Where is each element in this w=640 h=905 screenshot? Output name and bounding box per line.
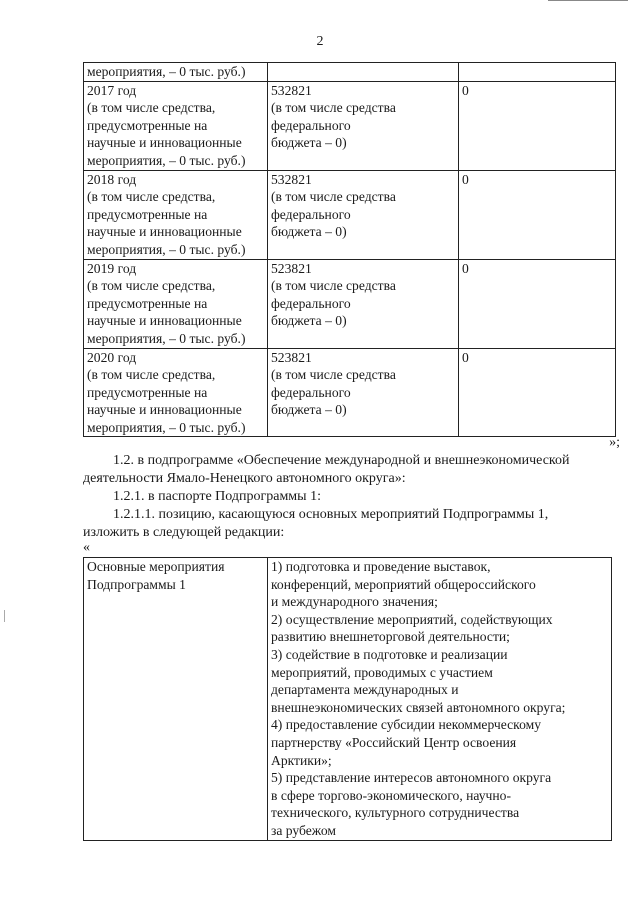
funding-row [84, 170, 616, 259]
cell-line: Подпрограммы 1 [87, 576, 186, 592]
scan-edge-mark [548, 0, 628, 1]
funding-row [84, 259, 616, 348]
cell-line: (в том числе средства [271, 367, 396, 383]
paragraph-line: 1.2.1. в паспорте Подпрограммы 1: [113, 489, 321, 504]
cell-line: мероприятия, – 0 тыс. руб.) [87, 419, 246, 435]
cell-line: (в том числе средства, [87, 278, 216, 294]
funding-cell-c1 [84, 348, 268, 437]
cell-line: (в том числе средства [271, 278, 396, 294]
cell-line: бюджета – 0) [271, 313, 347, 329]
measures-items-cell [268, 558, 612, 841]
cell-line: федерального [271, 117, 351, 133]
cell-line: предусмотренные на [87, 117, 208, 133]
funding-cell-c1 [84, 81, 268, 170]
funding-cell-c2 [268, 348, 459, 437]
cell-line: предусмотренные на [87, 295, 208, 311]
funding-cell-c3 [459, 348, 616, 437]
funding-cell-c1 [84, 63, 268, 82]
cell-line: 4) предоставление субсидии некоммерческому [271, 717, 542, 733]
cell-line: мероприятия, – 0 тыс. руб.) [87, 152, 246, 168]
cell-line: Арктики»; [271, 752, 332, 768]
measures-table [83, 557, 612, 841]
paragraph-line: деятельности Ямало-Ненецкого автономного округа»: [83, 470, 406, 486]
funding-cell-c3 [459, 259, 616, 348]
cell-line: федерального [271, 384, 351, 400]
cell-line: конференций, мероприятий общероссийского [271, 576, 536, 592]
cell-line: федерального [271, 295, 351, 311]
funding-row [84, 81, 616, 170]
opening-quote-mark: « [83, 540, 90, 555]
scan-margin-mark [4, 610, 11, 622]
funding-cell-c1 [84, 259, 268, 348]
funding-row [84, 348, 616, 437]
cell-line: 2017 год [87, 82, 137, 98]
page-number: 2 [316, 34, 324, 49]
cell-line: департамента международных и [271, 682, 459, 698]
closing-quote-mark: »; [609, 435, 620, 450]
cell-line: развитию внешнеторговой деятельности; [271, 629, 510, 645]
funding-table-body [84, 63, 616, 437]
funding-cell-c2 [268, 81, 459, 170]
cell-line: 523821 [271, 260, 312, 276]
cell-line: научные и инновационные [87, 135, 242, 151]
cell-line: научные и инновационные [87, 313, 242, 329]
cell-line: (в том числе средства, [87, 189, 216, 205]
cell-line: 2020 год [87, 349, 137, 365]
cell-line: 2019 год [87, 260, 137, 276]
cell-line: бюджета – 0) [271, 135, 347, 151]
paragraph-line: изложить в следующей редакции: [83, 524, 285, 540]
funding-cell-c2 [268, 259, 459, 348]
funding-row [84, 63, 616, 82]
cell-line: 523821 [271, 349, 312, 365]
cell-line: 0 [462, 260, 469, 276]
funding-cell-c3 [459, 170, 616, 259]
cell-line: (в том числе средства [271, 189, 396, 205]
cell-line: технического, культурного сотрудничества [271, 805, 520, 821]
cell-line: 2) осуществление мероприятий, содействующих [271, 611, 553, 627]
cell-line: за рубежом [271, 822, 337, 838]
cell-line: бюджета – 0) [271, 224, 347, 240]
funding-table [83, 62, 616, 437]
cell-line: предусмотренные на [87, 384, 208, 400]
cell-line: 2018 год [87, 171, 137, 187]
cell-line: 532821 [271, 171, 312, 187]
cell-line: федерального [271, 206, 351, 222]
funding-cell-c2 [268, 170, 459, 259]
measures-label-cell [84, 558, 268, 841]
cell-line: научные и инновационные [87, 402, 242, 418]
cell-line: внешнеэкономических связей автономного округа; [271, 699, 566, 715]
paragraph-1-2 [83, 452, 609, 487]
cell-line: 0 [462, 349, 469, 365]
cell-line: научные и инновационные [87, 224, 242, 240]
cell-line: (в том числе средства, [87, 367, 216, 383]
cell-line: 0 [462, 171, 469, 187]
cell-line: Основные мероприятия [87, 559, 225, 574]
paragraph-1-2-1 [83, 488, 609, 506]
cell-line: 3) содействие в подготовке и реализации [271, 646, 508, 662]
cell-line: мероприятия, – 0 тыс. руб.) [87, 241, 246, 257]
cell-line: мероприятия, – 0 тыс. руб.) [87, 330, 246, 346]
funding-cell-c1 [84, 170, 268, 259]
funding-cell-c3 [459, 81, 616, 170]
cell-line: 0 [462, 82, 469, 98]
cell-line: (в том числе средства, [87, 100, 216, 116]
cell-line: в сфере торгово-экономического, научно- [271, 787, 511, 803]
paragraph-line: 1.2. в подпрограмме «Обеспечение международной и внешнеэкономической [113, 453, 570, 468]
cell-line: предусмотренные на [87, 206, 208, 222]
paragraph-1-2-1-1 [83, 506, 609, 541]
cell-line: мероприятия, – 0 тыс. руб.) [87, 64, 246, 79]
cell-line: мероприятий, проводимых с участием [271, 664, 493, 680]
paragraph-line: 1.2.1.1. позицию, касающуюся основных мероприятий Подпрограммы 1, [113, 507, 549, 522]
measures-row [84, 558, 612, 841]
funding-cell-c2 [268, 63, 459, 82]
funding-cell-c3 [459, 63, 616, 82]
cell-line: партнерству «Российский Центр освоения [271, 734, 517, 750]
cell-line: (в том числе средства [271, 100, 396, 116]
cell-line: и международного значения; [271, 594, 438, 610]
cell-line: бюджета – 0) [271, 402, 347, 418]
cell-line: 5) представление интересов автономного округа [271, 770, 552, 786]
cell-line: 1) подготовка и проведение выставок, [271, 559, 491, 574]
cell-line: 532821 [271, 82, 312, 98]
